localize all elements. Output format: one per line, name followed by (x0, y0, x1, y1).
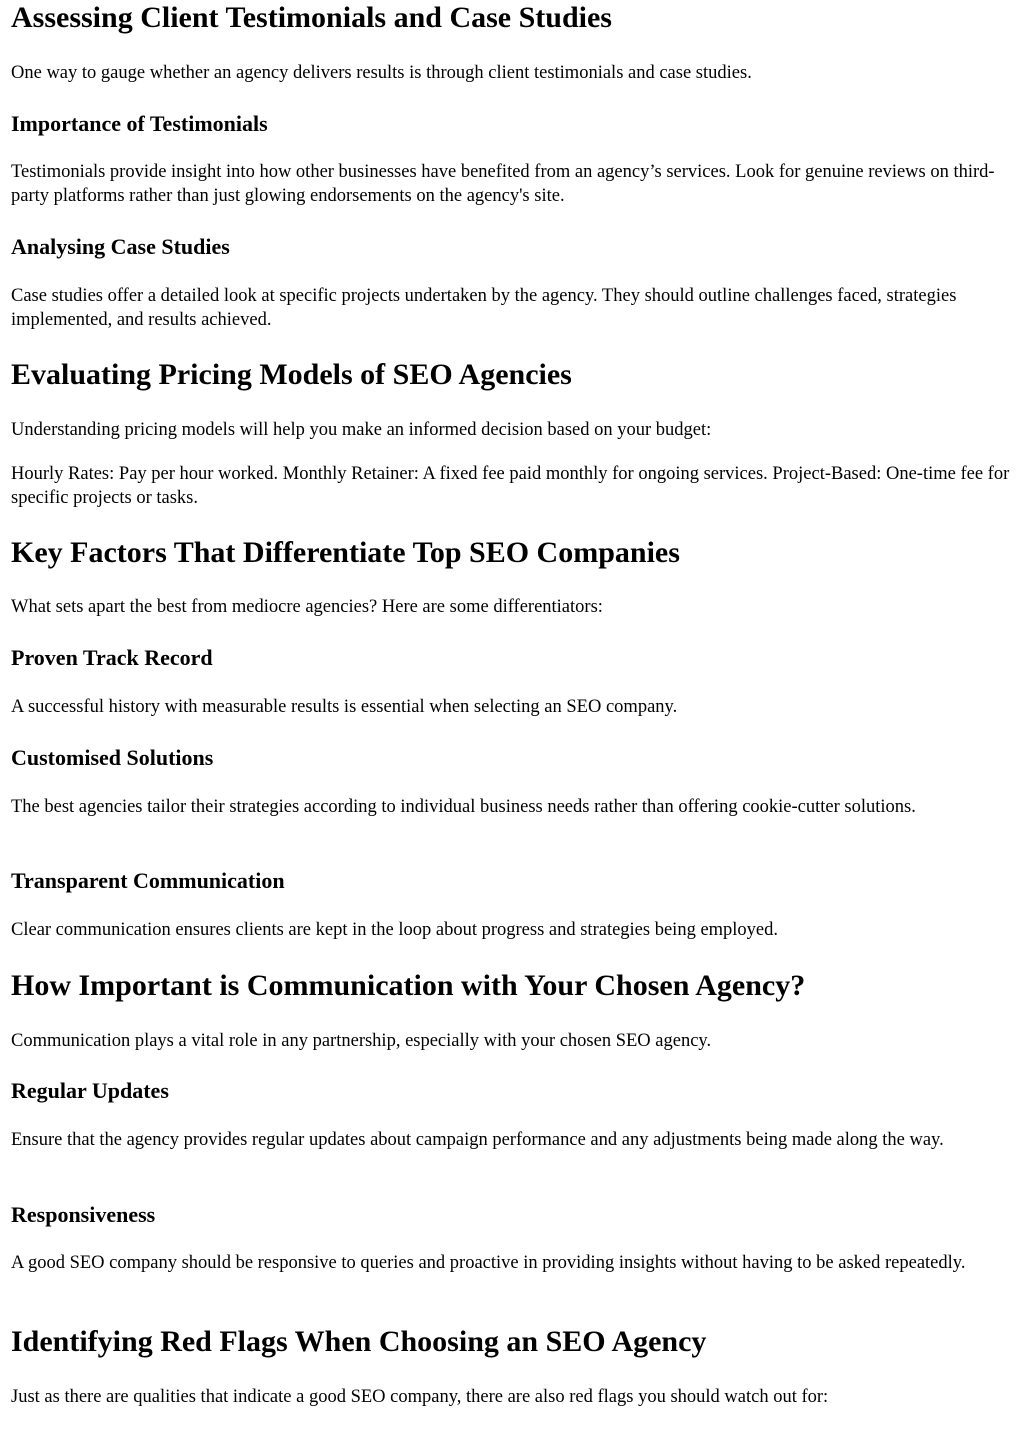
section-body-pricing-models: Hourly Rates: Pay per hour worked. Monthly Retainer: A fixed fee paid monthly for ongoing services. Project-Based: One-time fee for specific projects or tasks. (11, 464, 1010, 508)
subsection-title-responsiveness: Responsiveness (11, 1202, 156, 1227)
subsection-body-proven-track-record: A successful history with measurable results is essential when selecting an SEO company. (11, 697, 678, 717)
subsection-body-transparent-communication: Clear communication ensures clients are kept in the loop about progress and strategies being employed. (11, 920, 779, 940)
subsection-title-importance-of-testimonials: Importance of Testimonials (11, 111, 268, 136)
section-heading-testimonials: Assessing Client Testimonials and Case Studies (11, 1, 612, 34)
subsection-body-customised-solutions: The best agencies tailor their strategies according to individual business needs rather than offering cookie-cutter solutions. (11, 797, 916, 817)
section-intro-pricing-models: Understanding pricing models will help you make an informed decision based on your budget: (11, 420, 712, 440)
section-intro-key-factors: What sets apart the best from mediocre agencies? Here are some differentiators: (11, 597, 603, 617)
subsection-title-regular-updates: Regular Updates (11, 1078, 169, 1103)
subsection-title-analysing-case-studies: Analysing Case Studies (11, 234, 230, 259)
subsection-body-importance-of-testimonials: Testimonials provide insight into how other businesses have benefited from an agency’s services. Look for genuine reviews on third-party platforms rather than just glowing endorsements on the agency's site. (11, 162, 995, 206)
subsection-title-proven-track-record: Proven Track Record (11, 645, 213, 670)
subsection-title-customised-solutions: Customised Solutions (11, 745, 214, 770)
section-intro-red-flags: Just as there are qualities that indicate a good SEO company, there are also red flags you should watch out for: (11, 1387, 829, 1407)
section-intro-communication: Communication plays a vital role in any partnership, especially with your chosen SEO agency. (11, 1031, 712, 1051)
subsection-title-transparent-communication: Transparent Communication (11, 868, 285, 893)
section-heading-key-factors: Key Factors That Differentiate Top SEO Companies (11, 536, 680, 569)
section-heading-communication: How Important is Communication with Your Chosen Agency? (11, 969, 806, 1002)
section-heading-red-flags: Identifying Red Flags When Choosing an SEO Agency (11, 1325, 707, 1358)
subsection-body-regular-updates: Ensure that the agency provides regular updates about campaign performance and any adjustments being made along the way. (11, 1130, 944, 1150)
section-intro-testimonials: One way to gauge whether an agency delivers results is through client testimonials and case studies. (11, 63, 752, 83)
subsection-body-analysing-case-studies: Case studies offer a detailed look at specific projects undertaken by the agency. They should outline challenges faced, strategies implemented, and results achieved. (11, 286, 957, 330)
subsection-body-responsiveness: A good SEO company should be responsive to queries and proactive in providing insights without having to be asked repeatedly. (11, 1253, 966, 1273)
section-heading-pricing-models: Evaluating Pricing Models of SEO Agencies (11, 358, 572, 391)
